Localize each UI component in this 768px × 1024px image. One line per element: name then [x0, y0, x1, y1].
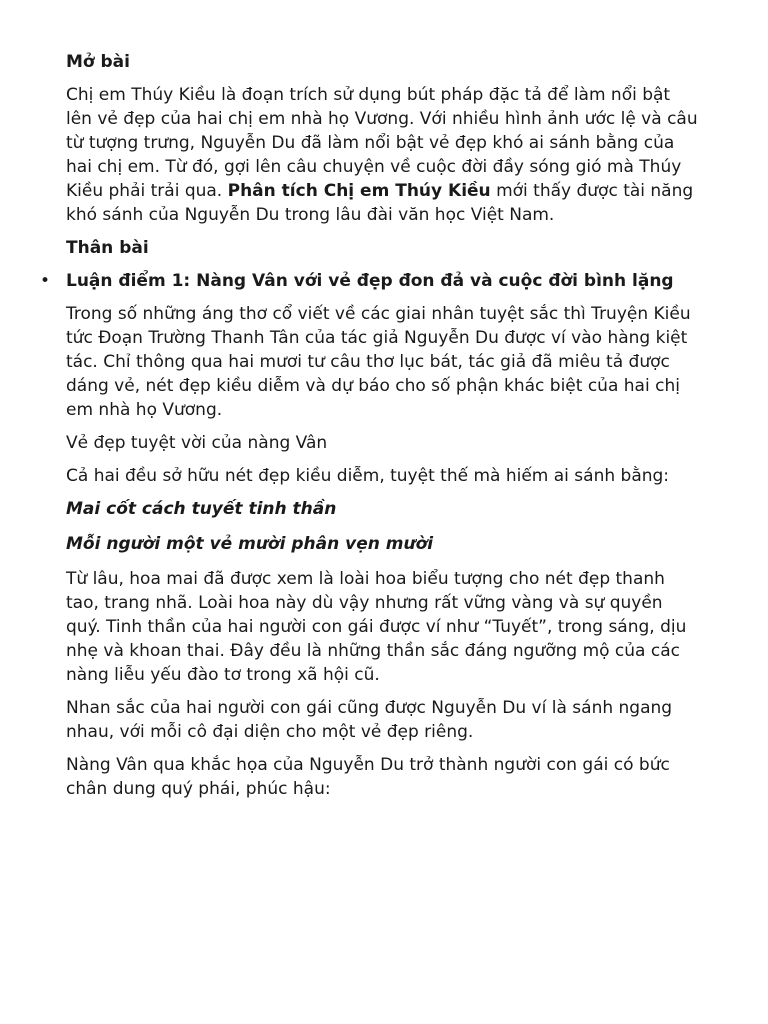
bullet-point-1-text: Luận điểm 1: Nàng Vân với vẻ đẹp đon đả và cuộc đời bình lặng: [66, 271, 674, 291]
bullet-icon: •: [40, 271, 51, 291]
paragraph-6: Nàng Vân qua khắc họa của Nguyễn Du trở thành người con gái có bức chân dung quý phái, phúc hậu:: [66, 755, 670, 799]
paragraph-3: Cả hai đều sở hữu nét đẹp kiều diễm, tuyệt thế mà hiếm ai sánh bằng:: [66, 466, 670, 486]
paragraph-1: Trong số những áng thơ cổ viết về các giai nhân tuyệt sắc thì Truyện Kiều tức Đoạn Trường Thanh Tân của tác giả Nguyễn Du được ví vào hàng kiệt tác. Chỉ thông qua hai mươi tư câu thơ lục bát, tác giả đã miêu tả được dáng vẻ, nét đẹp kiều diễm và dự báo cho số phận khác biệt của hai chị em nhà họ Vương.: [66, 304, 691, 420]
verse-line-2: Mỗi người một vẻ mười phân vẹn mười: [66, 534, 434, 554]
heading-mo-bai: Mở bài: [66, 52, 130, 72]
verse-line-1: Mai cốt cách tuyết tinh thần: [66, 499, 337, 519]
intro-text: Chị em Thúy Kiều là đoạn trích sử dụng bút pháp đặc tả để làm nổi bật lên vẻ đẹp của hai chị em nhà họ Vương. Với nhiều hình ảnh ước lệ và câu từ tượng trưng, Nguyễn Du đã làm nổi bật vẻ đẹp khó ai sánh bằng của hai chị em. Từ đó, gợi lên câu chuyện về cuộc đời đầy sóng gió mà Thúy Kiều phải trải qua.: [66, 85, 698, 201]
intro-paragraph: [66, 83, 698, 227]
bullet-point-1: [40, 269, 698, 293]
paragraph-4: Từ lâu, hoa mai đã được xem là loài hoa biểu tượng cho nét đẹp thanh tao, trang nhã. Loài hoa này dù vậy nhưng rất vững vàng và sự quyền quý. Tinh thần của hai người con gái được ví như “Tuyết”, trong sáng, dịu nhẹ và khoan thai. Đây đều là những thần sắc đáng ngưỡng mộ của các nàng liễu yếu đào tơ trong xã hội cũ.: [66, 569, 687, 685]
heading-than-bai: Thân bài: [66, 238, 149, 258]
intro-bold-phrase: Phân tích Chị em Thúy Kiều: [227, 181, 491, 201]
paragraph-2: Vẻ đẹp tuyệt vời của nàng Vân: [66, 433, 328, 453]
paragraph-5: Nhan sắc của hai người con gái cũng được Nguyễn Du ví là sánh ngang nhau, với mỗi cô đại diện cho một vẻ đẹp riêng.: [66, 698, 673, 742]
intro-text-end: mới thấy được tài năng khó sánh của Nguyễn Du trong lâu đài văn học Việt Nam.: [66, 181, 694, 225]
